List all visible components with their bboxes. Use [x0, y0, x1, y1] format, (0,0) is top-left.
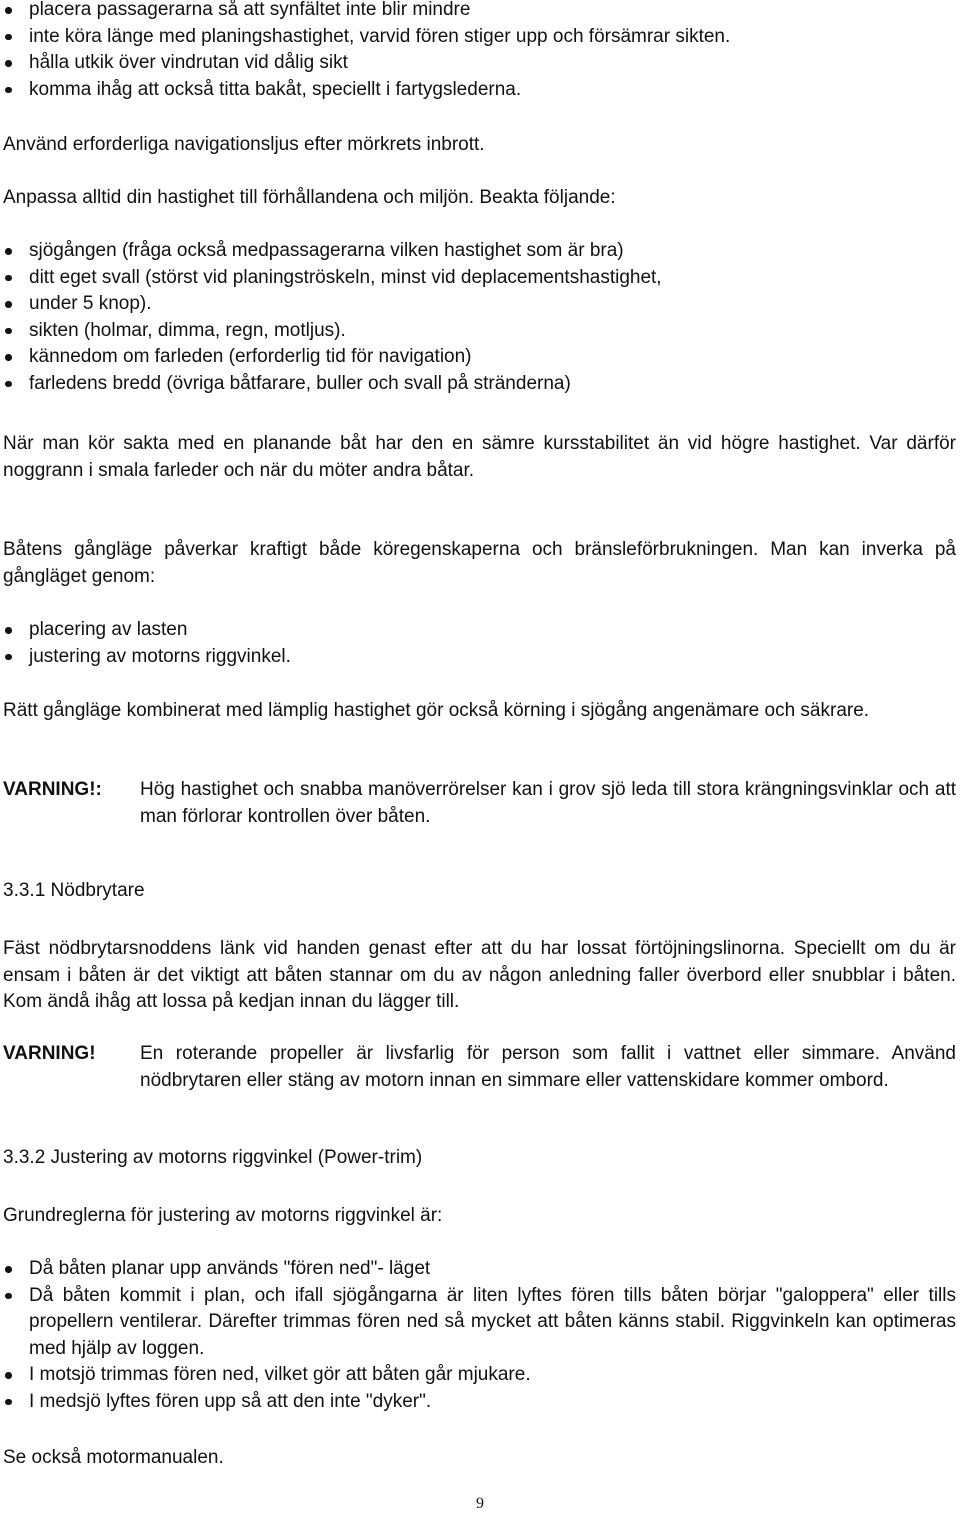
bullet-icon	[5, 627, 12, 634]
warning-label: VARNING!	[3, 1043, 96, 1064]
list-item: I motsjö trimmas fören ned, vilket gör att båten går mjukare.	[3, 1362, 956, 1389]
bullet-icon	[5, 7, 12, 14]
paragraph-kill-switch: Fäst nödbrytarsnoddens länk vid handen genast efter att du har lossat förtöjningslinorna. Speciellt om du är ensam i båten är det viktigt att båten stannar om du av någon anledning faller överbord eller snubblar i båten. Kom ändå ihåg att lossa på kedjan innan du lägger till.	[3, 938, 956, 1012]
list-item: placering av lasten	[3, 617, 956, 644]
trim-methods-list	[3, 617, 956, 670]
bullet-icon	[5, 34, 12, 41]
list-item: Då båten planar upp används "fören ned"- läget	[3, 1256, 956, 1283]
paragraph-trim-intro: Båtens gångläge påverkar kraftigt både köregenskaperna och bränsleförbrukningen. Man kan inverka på gångläget genom:	[3, 539, 956, 587]
bullet-icon	[5, 654, 12, 661]
paragraph-nav-lights: Använd erforderliga navigationsljus efter mörkrets inbrott.	[3, 134, 485, 155]
paragraph-see-also: Se också motormanualen.	[3, 1447, 224, 1468]
paragraph-right-trim: Rätt gångläge kombinerat med lämplig hastighet gör också körning i sjögång angenämare och säkrare.	[3, 700, 870, 721]
bullet-icon	[5, 1293, 12, 1300]
warning-speed	[3, 777, 956, 830]
heading-3-3-2: 3.3.2 Justering av motorns riggvinkel (Power-trim)	[3, 1147, 423, 1168]
bullet-icon	[5, 328, 12, 335]
warning-label: VARNING!:	[3, 779, 102, 800]
list-item: farledens bredd (övriga båtfarare, buller och svall på stränderna)	[3, 371, 956, 398]
paragraph-basic-rules: Grundreglerna för justering av motorns riggvinkel är:	[3, 1205, 443, 1226]
warning-text: En roterande propeller är livsfarlig för person som fallit i vattnet eller simmare. Använd nödbrytaren eller stäng av motorn innan en simmare eller vattenskidare kommer ombord.	[140, 1043, 956, 1091]
bullet-icon	[5, 248, 12, 255]
bullet-icon	[5, 60, 12, 67]
speed-factors-list	[3, 238, 956, 397]
list-item: hålla utkik över vindrutan vid dålig sikt	[3, 50, 956, 77]
list-item: ditt eget svall (störst vid planingströskeln, minst vid deplacementshastighet,	[3, 265, 956, 292]
list-item: sjögången (fråga också medpassagerarna vilken hastighet som är bra)	[3, 238, 956, 265]
list-item: sikten (holmar, dimma, regn, motljus).	[3, 318, 956, 345]
list-item: komma ihåg att också titta bakåt, speciellt i fartygslederna.	[3, 77, 956, 104]
list-item: inte köra länge med planingshastighet, varvid fören stiger upp och försämrar sikten.	[3, 24, 956, 51]
bullet-icon	[5, 1372, 12, 1379]
list-item: justering av motorns riggvinkel.	[3, 644, 956, 671]
paragraph-slow: När man kör sakta med en planande båt har den en sämre kursstabilitet än vid högre hastighet. Var därför noggrann i smala farleder och när du möter andra båtar.	[3, 433, 956, 481]
list-item: Då båten kommit i plan, och ifall sjögångarna är liten lyftes fören tills båten börjar "galoppera" eller tills propellern ventilerar. Därefter trimmas fören ned så mycket att båten känns stabil. Riggvinkeln kan optimeras med hjälp av loggen.	[3, 1283, 956, 1363]
bullet-icon	[5, 87, 12, 94]
bullet-icon	[5, 381, 12, 388]
warning-text: Hög hastighet och snabba manöverrörelser kan i grov sjö leda till stora krängningsvinklar och att man förlorar kontrollen över båten.	[140, 779, 956, 827]
heading-3-3-1: 3.3.1 Nödbrytare	[3, 880, 145, 901]
bullet-icon	[5, 1266, 12, 1273]
list-item: placera passagerarna så att synfältet inte blir mindre	[3, 0, 956, 24]
bullet-icon	[5, 275, 12, 282]
list-item: under 5 knop).	[3, 291, 956, 318]
trim-rules-list	[3, 1256, 956, 1415]
bullet-icon	[5, 1399, 12, 1406]
list-item: I medsjö lyftes fören upp så att den inte "dyker".	[3, 1389, 956, 1416]
warning-propeller	[3, 1041, 956, 1094]
precaution-list	[3, 0, 956, 103]
page-number: 9	[476, 1495, 484, 1512]
bullet-icon	[5, 354, 12, 361]
bullet-icon	[5, 301, 12, 308]
paragraph-speed: Anpassa alltid din hastighet till förhållandena och miljön. Beakta följande:	[3, 187, 616, 208]
list-item: kännedom om farleden (erforderlig tid för navigation)	[3, 344, 956, 371]
